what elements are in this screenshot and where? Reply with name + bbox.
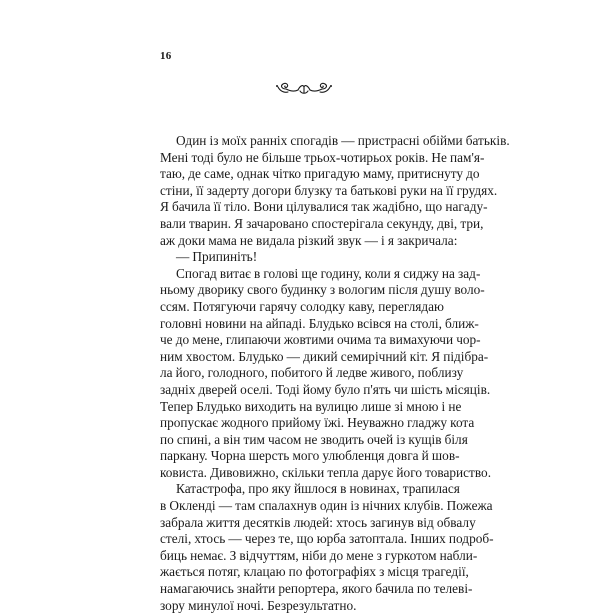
- text-line: паркану. Чорна шерсть мого улюбленця довга й шов-: [160, 448, 460, 464]
- text-line: ссям. Потягуючи гарячу солодку каву, переглядаю: [160, 298, 444, 314]
- text-line: вали тварин. Я зачаровано спостерігала секунду, дві, три,: [160, 215, 484, 231]
- text-line: таю, де саме, однак чітко пригадую маму, притиснуту до: [160, 166, 480, 182]
- text-line: Один із моїх ранніх спогадів — пристрасні обійми батьків.: [176, 133, 510, 148]
- text-line: стіни, її задерту догори блузку та батькові руки на її грудях.: [160, 182, 498, 198]
- text-line: ла його, голодного, побитого й ледве живого, поблизу: [160, 365, 464, 381]
- text-line: по спині, а він тим часом не зводить очей із кущів біля: [160, 431, 468, 447]
- text-line: Я бачила її тіло. Вони цілувалися так жадібно, що нагаду-: [160, 199, 488, 215]
- text-line: биць немає. З відчуттям, ніби до мене з гуркотом набли-: [160, 547, 478, 563]
- text-line: пропускає жодного прийому їжі. Неуважно гладжу кота: [160, 415, 475, 431]
- text-line: Тепер Блудько виходить на вулицю лише зі мною і не: [160, 398, 462, 414]
- decorative-flourish-icon: [274, 77, 334, 99]
- text-line: забрала життя десятків людей: хтось загинув від обвалу: [160, 514, 476, 530]
- text-line: стелі, хтось — через те, що юрба затоптала. Інших подроб-: [160, 531, 494, 547]
- text-line: зору минулої ночі. Безрезультатно.: [160, 597, 357, 613]
- text-line: че до мене, глипаючи жовтими очима та вимахуючи чор-: [160, 332, 481, 348]
- dialogue-line: — Припиніть!: [176, 249, 258, 265]
- text-line: в Окленді — там спалахнув один із нічних клубів. Пожежа: [160, 498, 493, 514]
- text-line: аж доки мама не видала різкий звук — і я закричала:: [160, 232, 458, 248]
- text-line: задніх дверей оселі. Тоді йому було п'ять чи шість місяців.: [160, 381, 491, 397]
- text-line: жається потяг, клацаю по фотографіях з місця трагедії,: [160, 564, 469, 580]
- text-line: ковиста. Дивовижно, скільки тепла дарує його товариство.: [160, 464, 492, 480]
- text-line: головні новини на айпаді. Блудько всівся на столі, ближ-: [160, 315, 479, 331]
- text-line: намагаючись знайти репортера, якого бачила по телеві-: [160, 581, 473, 597]
- text-line: Спогад витає в голові ще годину, коли я сиджу на зад-: [176, 265, 481, 281]
- text-line: Катастрофа, про яку йшлося в новинах, трапилася: [176, 481, 460, 497]
- text-line: ним хвостом. Блудько — дикий семирічний кіт. Я підібра-: [160, 348, 489, 364]
- page-number: 16: [160, 50, 172, 62]
- text-line: Мені тоді було не більше трьох-чотирьох років. Не пам'я-: [160, 149, 485, 165]
- text-line: ньому дворику свого будинку з вологим після душу воло-: [160, 282, 485, 298]
- body-text: [160, 133, 510, 614]
